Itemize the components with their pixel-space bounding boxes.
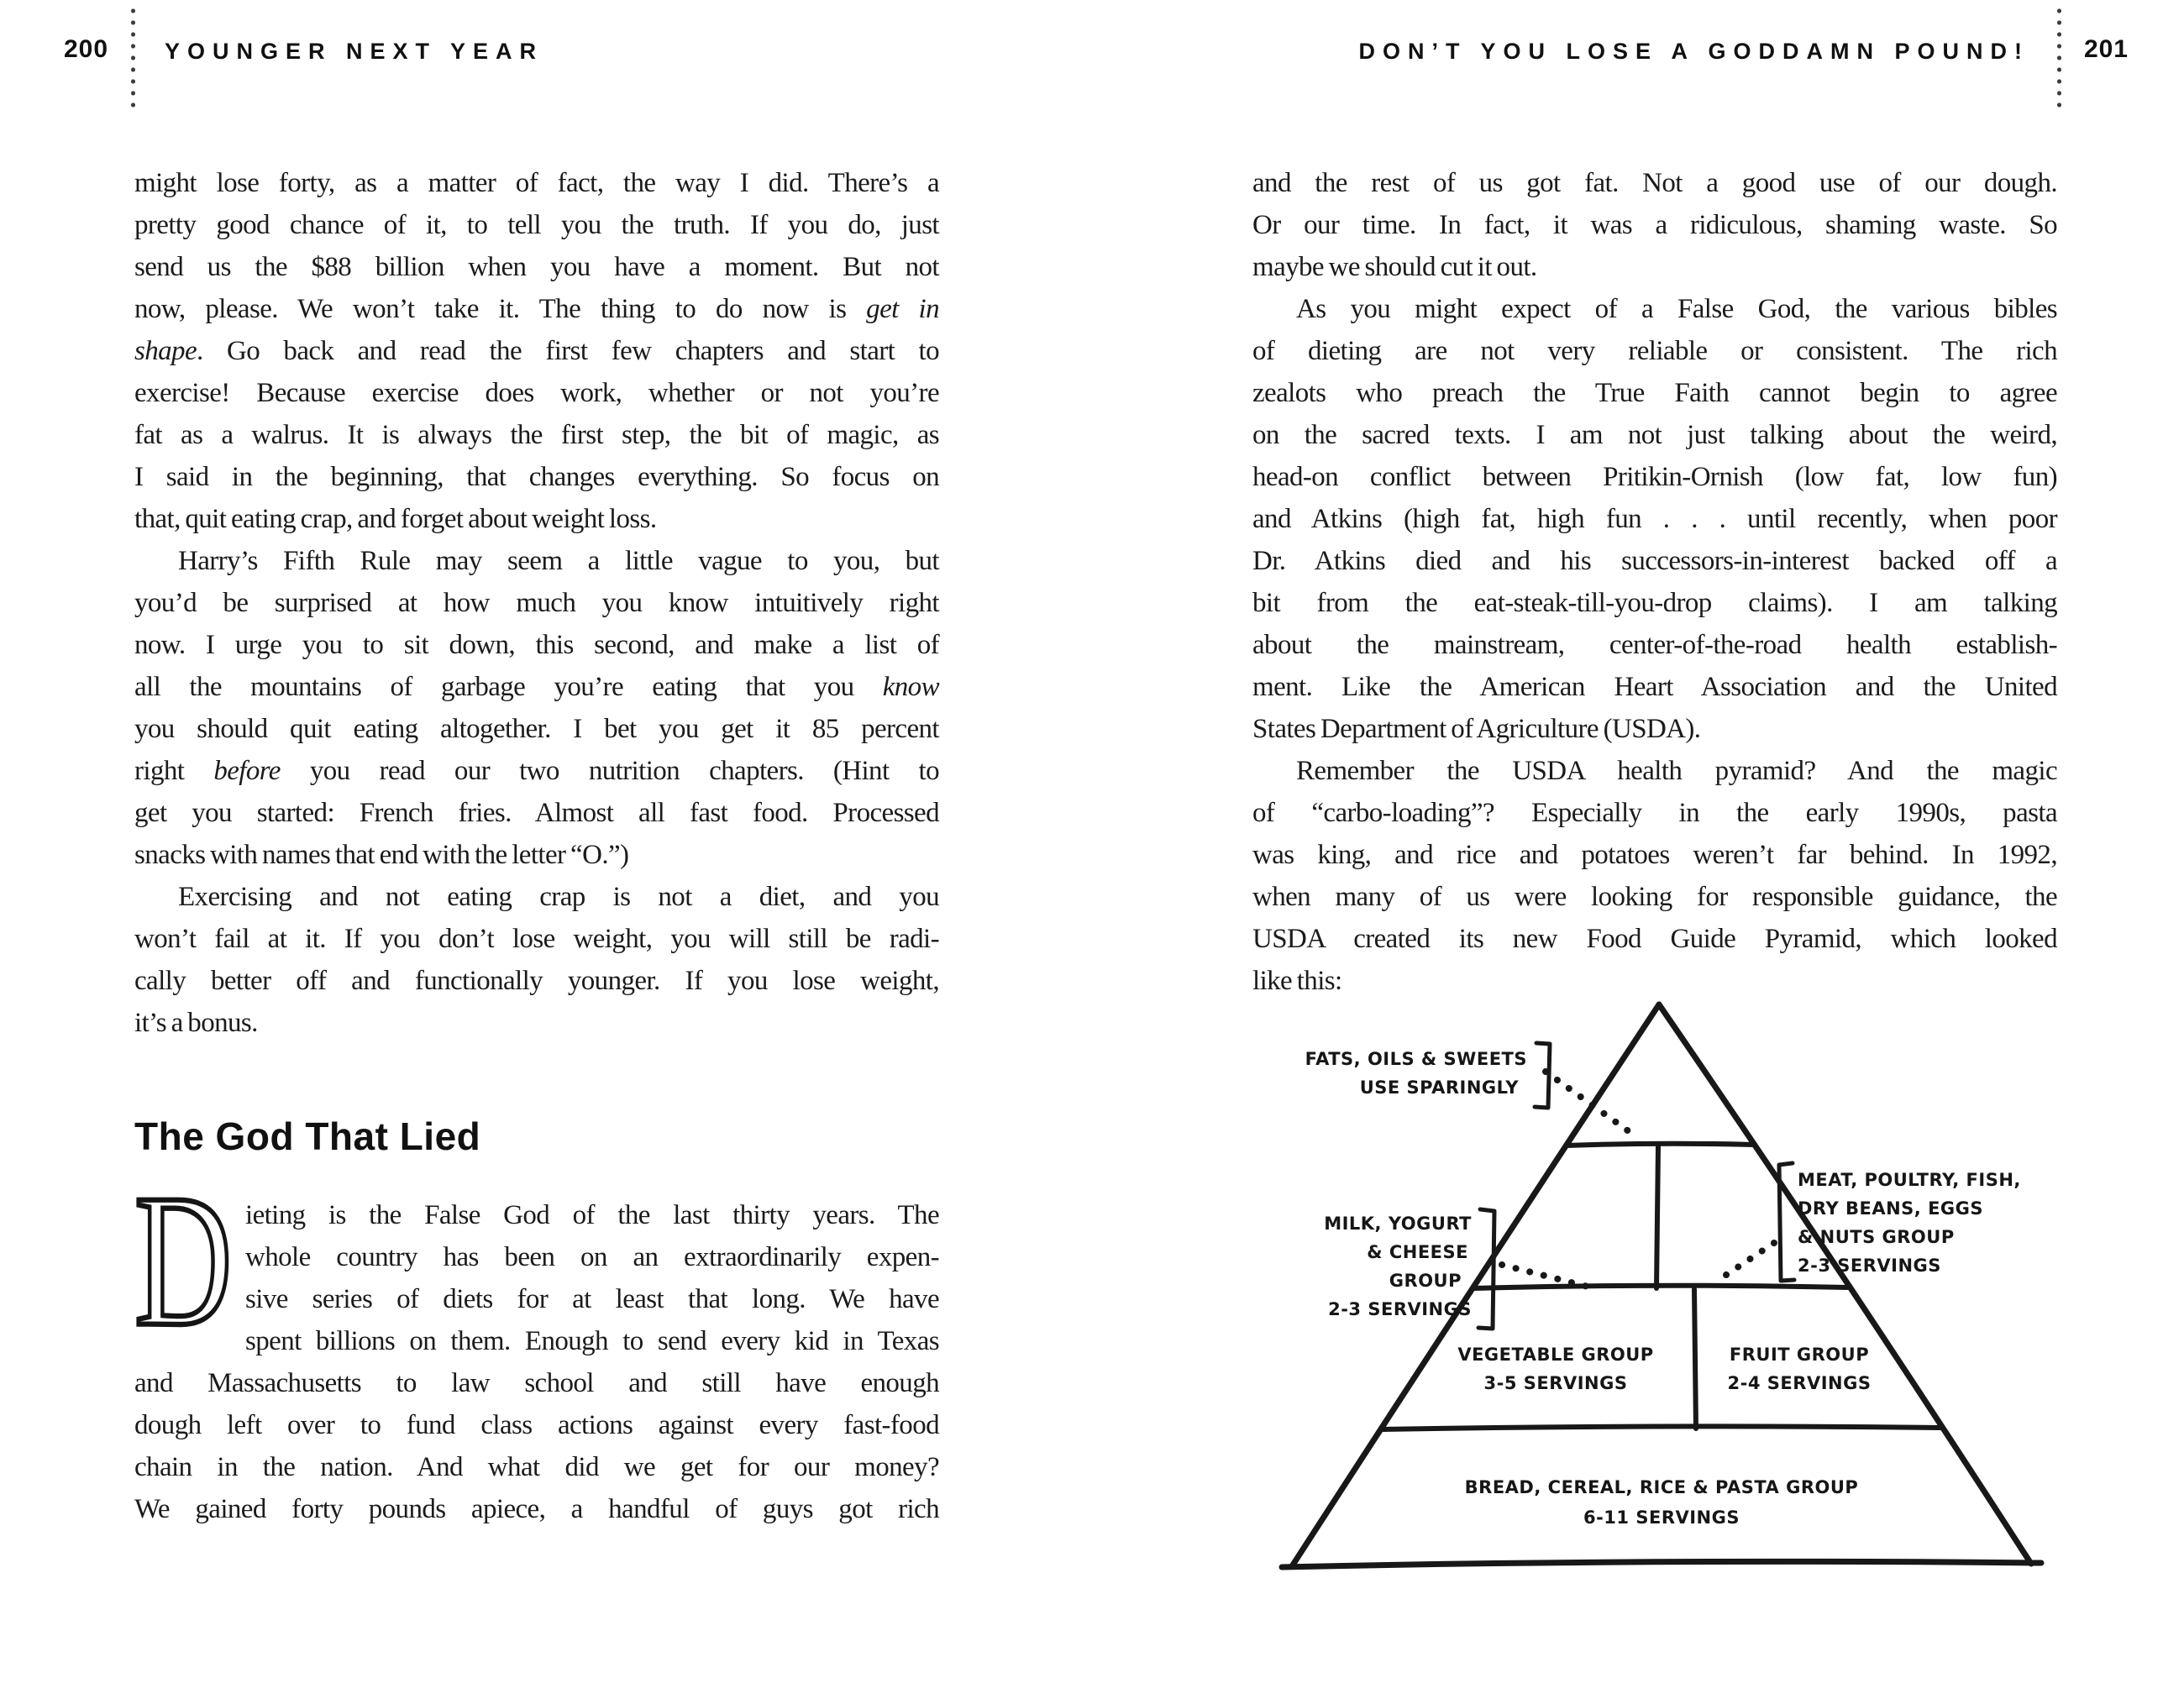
fruit-label-line1: FRUIT GROUP — [1729, 1345, 1870, 1365]
text-line: exercise! Because exercise does work, whether or not you’re — [134, 378, 939, 408]
text-line: you’d be surprised at how much you know intuitively right — [134, 588, 939, 618]
text-line: head-on conflict between Pritikin-Ornish (low fat, low fun) — [1252, 462, 2057, 492]
text-line: chain in the nation. And what did we get for our money? — [134, 1452, 939, 1482]
text-line: USDA created its new Food Guide Pyramid, which looked — [1252, 924, 2057, 954]
text-line: I said in the beginning, that changes everything. So focus on — [134, 462, 939, 492]
text-line: pretty good chance of it, to tell you the truth. If you do, just — [134, 210, 939, 240]
text-line: Exercising and not eating crap is not a diet, and you — [178, 882, 939, 912]
text-line: might lose forty, as a matter of fact, the way I did. There’s a — [134, 168, 939, 198]
paragraph — [134, 876, 939, 1044]
text-line: shape. Go back and read the first few chapters and start to — [134, 336, 939, 366]
milk-label-line2: & CHEESE — [1367, 1242, 1468, 1262]
text-line: bit from the eat-steak-till-you-drop claims). I am talking — [1252, 588, 2057, 618]
paragraph — [134, 162, 939, 540]
page-right — [1092, 0, 2184, 1704]
tier-2-divider — [1656, 1146, 1658, 1288]
text-line: cally better off and functionally younger. If you lose weight, — [134, 966, 939, 996]
fats-dotted-leader — [1546, 1072, 1632, 1134]
paragraph — [134, 1155, 939, 1530]
text-line: fat as a walrus. It is always the first step, the bit of magic, as — [134, 420, 939, 450]
meat-label-line4: 2-3 SERVINGS — [1798, 1256, 1941, 1276]
text-line: As you might expect of a False God, the various bibles — [1296, 294, 2057, 324]
text-line: sive series of diets for at least that long. We have — [245, 1284, 939, 1314]
page-number-right: 201 — [2083, 35, 2129, 63]
text-line: and Massachusetts to law school and still have enough — [134, 1368, 939, 1398]
text-column-left — [134, 162, 939, 1530]
text-line: spent billions on them. Enough to send every kid in Texas — [245, 1326, 939, 1356]
text-line: like this: — [1252, 966, 1342, 996]
tier-3-divider — [1694, 1289, 1696, 1429]
text-line: all the mountains of garbage you’re eating that you know — [134, 672, 939, 702]
text-line: We gained forty pounds apiece, a handful of guys got rich — [134, 1494, 939, 1524]
text-line: Or our time. In fact, it was a ridiculous, shaming waste. So — [1252, 210, 2057, 240]
fats-label-line2: USE SPARINGLY — [1359, 1077, 1519, 1098]
drop-cap: D — [134, 1155, 233, 1366]
text-line: send us the $88 billion when you have a moment. But not — [134, 252, 939, 282]
milk-label-line1: MILK, YOGURT — [1324, 1214, 1472, 1234]
bread-label-line2: 6-11 SERVINGS — [1583, 1507, 1740, 1528]
text-line: dough left over to fund class actions against every fast-food — [134, 1410, 939, 1440]
italic-text: shape — [134, 336, 197, 366]
text-line: of “carbo-loading”? Especially in the early 1990s, pasta — [1252, 798, 2057, 828]
tier-line-3 — [1381, 1426, 1941, 1429]
text-line: that, quit eating crap, and forget about weight loss. — [134, 504, 657, 534]
italic-text: before — [213, 756, 281, 786]
food-guide-pyramid-figure — [1260, 984, 2066, 1586]
text-line: maybe we should cut it out. — [1252, 252, 1537, 282]
paragraph — [1252, 162, 2057, 288]
running-head-right: DON’T YOU LOSE A GODDAMN POUND! — [1358, 39, 2029, 64]
meat-dotted-leader — [1719, 1243, 1774, 1280]
text-line: whole country has been on an extraordinarily expen- — [245, 1242, 939, 1272]
fats-label-line1: FATS, OILS & SWEETS — [1305, 1049, 1527, 1069]
text-column-right — [1252, 162, 2057, 1002]
text-line: Dr. Atkins died and his successors-in-interest backed off a — [1252, 546, 2057, 576]
text-line: it’s a bonus. — [134, 1008, 258, 1038]
text-line: was king, and rice and potatoes weren’t far behind. In 1992, — [1252, 840, 2057, 870]
meat-label-line2: DRY BEANS, EGGS — [1798, 1198, 1984, 1219]
vegetable-label-line1: VEGETABLE GROUP — [1457, 1345, 1654, 1365]
header-dotted-rule-right — [2057, 5, 2061, 113]
text-line: snacks with names that end with the letter “O.”) — [134, 840, 629, 870]
text-line: now. I urge you to sit down, this second, and make a list of — [134, 630, 939, 660]
milk-label-line4: 2-3 SERVINGS — [1328, 1299, 1472, 1319]
section-heading: The God That Lied — [134, 1114, 481, 1158]
running-head-left: YOUNGER NEXT YEAR — [165, 39, 544, 64]
paragraph — [1252, 288, 2057, 750]
text-line: get you started: French fries. Almost all fast food. Processed — [134, 798, 939, 828]
food-guide-pyramid-drawing — [1260, 984, 2066, 1586]
pyramid-base — [1282, 1561, 2041, 1567]
text-line: ieting is the False God of the last thirty years. The — [245, 1200, 939, 1230]
meat-label-line1: MEAT, POULTRY, FISH, — [1798, 1170, 2021, 1190]
text-line: won’t fail at it. If you don’t lose weight, you will still be radi- — [134, 924, 939, 954]
page-number-left: 200 — [64, 35, 109, 63]
text-line: now, please. We won’t take it. The thing to do now is get in — [134, 294, 940, 324]
meat-label-line3: & NUTS GROUP — [1798, 1227, 1955, 1247]
text-line: zealots who preach the True Faith cannot begin to agree — [1252, 378, 2057, 408]
text-line: Remember the USDA health pyramid? And the magic — [1296, 756, 2057, 786]
text-line: on the sacred texts. I am not just talking about the weird, — [1252, 420, 2057, 450]
tier-line-2 — [1473, 1286, 1847, 1288]
text-line: States Department of Agriculture (USDA). — [1252, 714, 1701, 744]
italic-text: know — [882, 672, 939, 702]
text-line: and Atkins (high fat, high fun . . . until recently, when poor — [1252, 504, 2057, 534]
paragraph — [134, 540, 939, 876]
text-line: ment. Like the American Heart Association and the United — [1252, 672, 2057, 702]
vegetable-label-line2: 3-5 SERVINGS — [1483, 1373, 1628, 1393]
milk-label-line3: GROUP — [1389, 1271, 1462, 1291]
fats-bracket — [1535, 1043, 1550, 1108]
fruit-label-line2: 2-4 SERVINGS — [1727, 1373, 1872, 1393]
italic-text: get in — [866, 294, 940, 324]
text-line: about the mainstream, center-of-the-road health establish- — [1252, 630, 2057, 660]
text-line: of dieting are not very reliable or consistent. The rich — [1252, 336, 2057, 366]
text-line: right before you read our two nutrition chapters. (Hint to — [134, 756, 940, 786]
meat-bracket — [1779, 1163, 1794, 1281]
bread-label-line1: BREAD, CEREAL, RICE & PASTA GROUP — [1464, 1477, 1859, 1497]
text-line: you should quit eating altogether. I bet you get it 85 percent — [134, 714, 939, 744]
text-line: and the rest of us got fat. Not a good use of our dough. — [1252, 168, 2057, 198]
header-dotted-rule-left — [131, 5, 135, 113]
text-line: when many of us were looking for responsible guidance, the — [1252, 882, 2057, 912]
text-line: Harry’s Fifth Rule may seem a little vague to you, but — [178, 546, 939, 576]
paragraph — [1252, 750, 2057, 1002]
